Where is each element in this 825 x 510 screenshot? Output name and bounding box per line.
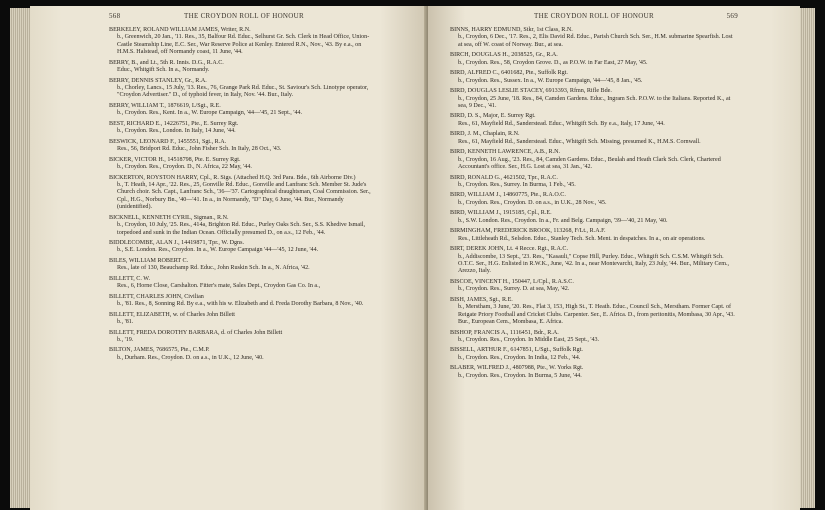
right-page-entries [450, 27, 738, 383]
entry-details: b., Croydon, 25 June, '18. Res., 84, Camden Gardens. Educ., Ingram Sch. P.O.W. to the Italians. Reported K., at sea, 9 Dec., '41. [458, 95, 731, 109]
running-title: THE CROYDON ROLL OF HONOUR [184, 12, 304, 20]
entry-name: BICKERTON, ROYSTON HARRY, Cpl., R. Sigs. (Attached H.Q. 3rd Para. Bde., 6th Airborne Div.) [109, 174, 356, 181]
entry-name: BIDDLECOMBE, ALAN J., 14419871, Tpr., W. Dgns. [109, 240, 244, 246]
entry-details: Res., 61, Mayfield Rd., Sanderstead. Educ., Whitgift Sch. By e.a., Italy, 17 June, '44. [458, 120, 665, 127]
entry-name: BIRD, D. S., Major, E. Surrey Rgt. [450, 113, 536, 120]
entry-details: b., Croydon, 6 Dec., '17. Res., 2, Elis David Rd. Educ., Parish Church Sch. Ser., H.M. submarine Spearfish. Lost at sea, off W. coast of Norway. Bur., at sea. [458, 34, 733, 48]
entry-name: BILLETT, ELIZABETH, w. of Charles John Billett [109, 311, 235, 318]
entry-name: BICKNELL, KENNETH CYRIL, Sigman., R.N. [109, 214, 229, 221]
entry-details: b., Greenwich, 20 Jan., '11. Res., 35, Balfour Rd. Educ., Selhurst Gr. Sch. Clerk in Head Office, Union-Castle Steamship Line, E.C. Ser., War Reserve Police at Kenley. Entered R.N., Nov., '43. By e.a., on H.M.S. Halstead, off Normandy coast, 11 June, '44. [117, 34, 370, 56]
roll-entry [450, 88, 738, 110]
entry-name: BEST, RICHARD E., 14226751, Pte., E. Surrey Rgt. [109, 120, 239, 127]
roll-entry [450, 192, 738, 207]
entry-name: BICKER, VICTOR H., 14518798, Pte. E. Surrey Rgt. [109, 156, 241, 163]
roll-entry [109, 27, 379, 57]
entry-name: BISCOE, VINCENT H., 150447, L/Cpl., R.A.S.C. [450, 278, 574, 285]
entry-details: b., '81. Res., 8, Sonning Rd. By e.a., with his w. Elizabeth and d. Freda Dorothy Barbara, 8 Nov., '40. [117, 301, 364, 308]
roll-entry [450, 297, 738, 327]
entry-name: BERRY, WILLIAM T., 1876619, L/Sgt., R.E. [109, 102, 221, 109]
entry-name: BILTON, JAMES, 7686575, Pte., C.M.P. [109, 347, 210, 354]
roll-entry [109, 60, 379, 75]
entry-name: BIRD, WILLIAM J., 1915185, Cpl., R.E. [450, 210, 552, 217]
entry-details: b., Croydon. Res., London. In Italy, 14 June, '44. [117, 128, 236, 135]
entry-name: BIRCH, DOUGLAS H., 2038525, Gr., R.A. [450, 52, 558, 59]
entry-name: BERRY, B., and Lt., 5th R. Innis. D.G., R.A.C. [109, 59, 224, 66]
entry-details: b., Croydon. Res., Croydon. D., N. Africa, 22 May, '44. [117, 164, 252, 171]
left-page-entries [109, 27, 379, 365]
entry-details: b., Durham. Res., Croydon. D. on a.s., in U.K., 12 June, '40. [117, 354, 264, 361]
roll-entry [450, 70, 738, 85]
entry-name: BIRD, ALFRED C., 6401682, Pte., Suffolk Rgt. [450, 70, 568, 77]
entry-details: b., Croydon. Res., Surrey. In Burma, 1 Feb., '45. [458, 181, 576, 188]
entry-name: BIRD, DOUGLAS LESLIE STACEY, 6913393, Rfmn, Rifle Bde. [450, 88, 612, 95]
right-page [428, 6, 800, 510]
entry-name: BLABER, WILFRED J., 4807988, Pte., W. Yorks Rgt. [450, 365, 584, 372]
roll-entry [109, 157, 379, 172]
entry-details: Res., 56, Bridport Rd. Educ., John Fisher Sch. In Italy, 28 Oct., '43. [117, 146, 282, 153]
entry-details: b., '81. [117, 319, 134, 326]
entry-name: BISHOP, FRANCIS A., 1116451, Bdr., R.A. [450, 329, 559, 336]
entry-details: b., '19. [117, 336, 134, 343]
entry-details: b., Croydon. Res., Croydon. In Middle East, 25 Sept., '43. [458, 336, 600, 343]
entry-details: b., Croydon. Res., Surrey. D. at sea, May, '42. [458, 286, 570, 293]
entry-details: b., Croydon, 10 July, '25. Res., 414a, Brighton Rd. Educ., Purley Oaks Sch. Ser., S.S. Khedive Ismail, torpedoed and sunk in the Indian Ocean. Officially presumed D., on a.s., 12 Feb., '44. [117, 222, 365, 236]
entry-name: BISSELL, ARTHUR F., 6147851, L/Sgt., Suffolk Rgt. [450, 347, 583, 354]
entry-details: b., S.W. London. Res., Croydon. In a., Fr. and Belg. Campaign, '39—'40, 21 May, '40. [458, 217, 668, 224]
roll-entry [109, 276, 379, 291]
entry-details: b., Croydon. Res., Croydon. In Burma, 5 June, '44. [458, 372, 582, 379]
entry-name: BILES, WILLIAM ROBERT C. [109, 257, 189, 264]
entry-details: Res., 6, Horne Close, Carshalton. Fitter's mate, Sales Dept., Croydon Gas Co. In a., [117, 283, 321, 290]
entry-details: b., T. Heath, 14 Apr., '22. Res., 25, Gonville Rd. Educ., Gonville and Lanfranc Sch. Member St. Jude's Church choir. Sch. Capt., Lanfranc Sch., '36—'37. Cartographical draughtsman, Coal Commission. Ser., Cpl., H.G., Norbury Bn., '40—'41. In a., in Normandy, "D" Day, 6 June, '44. Bur., Normandy (unidentified). [117, 181, 371, 211]
roll-entry [109, 294, 379, 309]
running-title: THE CROYDON ROLL OF HONOUR [534, 12, 654, 20]
entry-details: Res., 61, Mayfield Rd., Sanderstead. Educ., Whitgift Sch. Missing, presumed K., H.M.S. Cornwall. [458, 138, 701, 145]
page-number: 569 [726, 12, 738, 20]
entry-details: b., Croydon. Res., 58, Croydon Grove. D., as P.O.W. in Far East, 27 May, '45. [458, 59, 648, 66]
roll-entry [450, 27, 738, 49]
entry-name: BIRT, DEREK JOHN, Lt. 4 Recce. Rgt., R.A.C. [450, 246, 569, 253]
roll-entry [450, 175, 738, 190]
entry-details: b., Croydon. Res., Sussex. In a., W. Europe Campaign, '44—'45, 8 Jan., '45. [458, 77, 643, 84]
roll-entry [109, 139, 379, 154]
roll-entry [450, 149, 738, 171]
roll-entry [450, 330, 738, 345]
entry-name: BINNS, HARRY EDMUND, Stkr, 1st Class, R.N. [450, 27, 573, 33]
entry-details: Res., late of 130, Beauchamp Rd. Educ., John Ruskin Sch. In a., N. Africa, '42. [117, 265, 310, 272]
roll-entry [450, 131, 738, 146]
entry-name: BIRD, RONALD G., 4621502, Tpr., R.A.C. [450, 174, 558, 181]
roll-entry [109, 175, 379, 212]
entry-details: b., Croydon. Res., Croydon. In India, 12 Feb., '44. [458, 354, 581, 361]
roll-entry [450, 246, 738, 276]
entry-details: b., Chorley, Lancs., 15 July, '13. Res., 76, Grange Park Rd. Educ., St. Saviour's Sch. Linotype operator, "Croydon Advertiser." D., of typhoid fever, in Italy, Nov. '44. Bur., Italy. [117, 85, 369, 99]
entry-name: BIRD, J. M., Chaplain, R.N. [450, 131, 520, 138]
roll-entry [450, 365, 738, 380]
roll-entry [450, 113, 738, 128]
entry-details: Educ., Whitgift Sch. In a., Normandy. [117, 67, 210, 74]
roll-entry [450, 228, 738, 243]
roll-entry [450, 52, 738, 67]
roll-entry [450, 279, 738, 294]
entry-name: BESWICK, LEONARD F., 1455551, Sgt., R.A. [109, 138, 227, 145]
entry-name: BIRD, KENNETH LAWRENCE, A.B., R.N. [450, 149, 561, 156]
left-page [30, 6, 428, 510]
roll-entry [109, 121, 379, 136]
entry-name: BISH, JAMES, Sgt., R.E. [450, 296, 513, 303]
page-number: 568 [109, 12, 121, 20]
roll-entry [109, 312, 379, 327]
entry-name: BILLETT, FREDA DOROTHY BARBARA, d. of Charles John Billett [109, 329, 283, 336]
roll-entry [109, 347, 379, 362]
entry-details: b., Addiscombe, 13 Sept., '23. Res., "Kasauli," Copse Hill, Purley. Educ., Whitgift Sch. C.S.M. Whitgift Sch. O.T.C. Ser., H.G. Enlisted in R.W.K., June, '42. In a., near Montevarchi, Italy, 23 July, '44. Bur., Military Cem., Arezzo, Italy. [458, 253, 730, 275]
entry-details: b., Croydon, 16 Aug., '23. Res., 84, Camden Gardens. Educ., Beulah and Heath Clark Sch. Clerk, Chartered Accountant's office. Ser., H.G. Lost at sea, 31 Jan., '42. [458, 156, 721, 171]
entry-details: b., Croydon. Res., Kent. In a., W. Europe Campaign, '44—'45, 21 Sept., '44. [117, 110, 303, 117]
entry-details: b., S.E. London. Res., Croydon. In a., W. Europe Campaign '44—'45, 12 June, '44. [117, 247, 319, 254]
roll-entry [109, 240, 379, 255]
roll-entry [109, 258, 379, 273]
roll-entry [109, 215, 379, 237]
entry-details: b., Croydon. Res., Croydon. D. on a.s., in U.K., 28 Nov., '45. [458, 199, 607, 206]
roll-entry [109, 103, 379, 118]
roll-entry [109, 78, 379, 100]
entry-name: BIRMINGHAM, FREDERICK BROOK, 113268, F/Lt., R.A.F. [450, 228, 606, 235]
entry-name: BILLETT, C. W. [109, 275, 151, 282]
entry-name: BIRD, WILLIAM J., 14860775, Pte., R.A.O.C. [450, 192, 566, 199]
roll-entry [450, 347, 738, 362]
entry-name: BILLETT, CHARLES JOHN, Civilian [109, 293, 204, 300]
roll-entry [109, 330, 379, 345]
entry-details: b., Merstham, 3 June, '20. Res., Flat 3, 153, High St., T. Heath. Educ., Council Sch., Merstham. Former Capt. of Reigate Priory Football and Cricket Clubs. Carpenter. Ser., E. Africa. D., from peritonitis, Mombasa, 30 Apr., '43. Bur., European Cem., Mombasa, E. Africa. [458, 304, 735, 326]
entry-name: BERKELEY, ROLAND WILLIAM JAMES, Writer, R.N. [109, 27, 251, 33]
entry-name: BERRY, DENNIS STANLEY, Gr., R.A. [109, 77, 207, 84]
roll-entry [450, 210, 738, 225]
entry-details: Res., Littleheath Rd., Selsdon. Educ., Stanley Tech. Sch. Ment. in despatches. In a., on air operations. [458, 235, 706, 242]
